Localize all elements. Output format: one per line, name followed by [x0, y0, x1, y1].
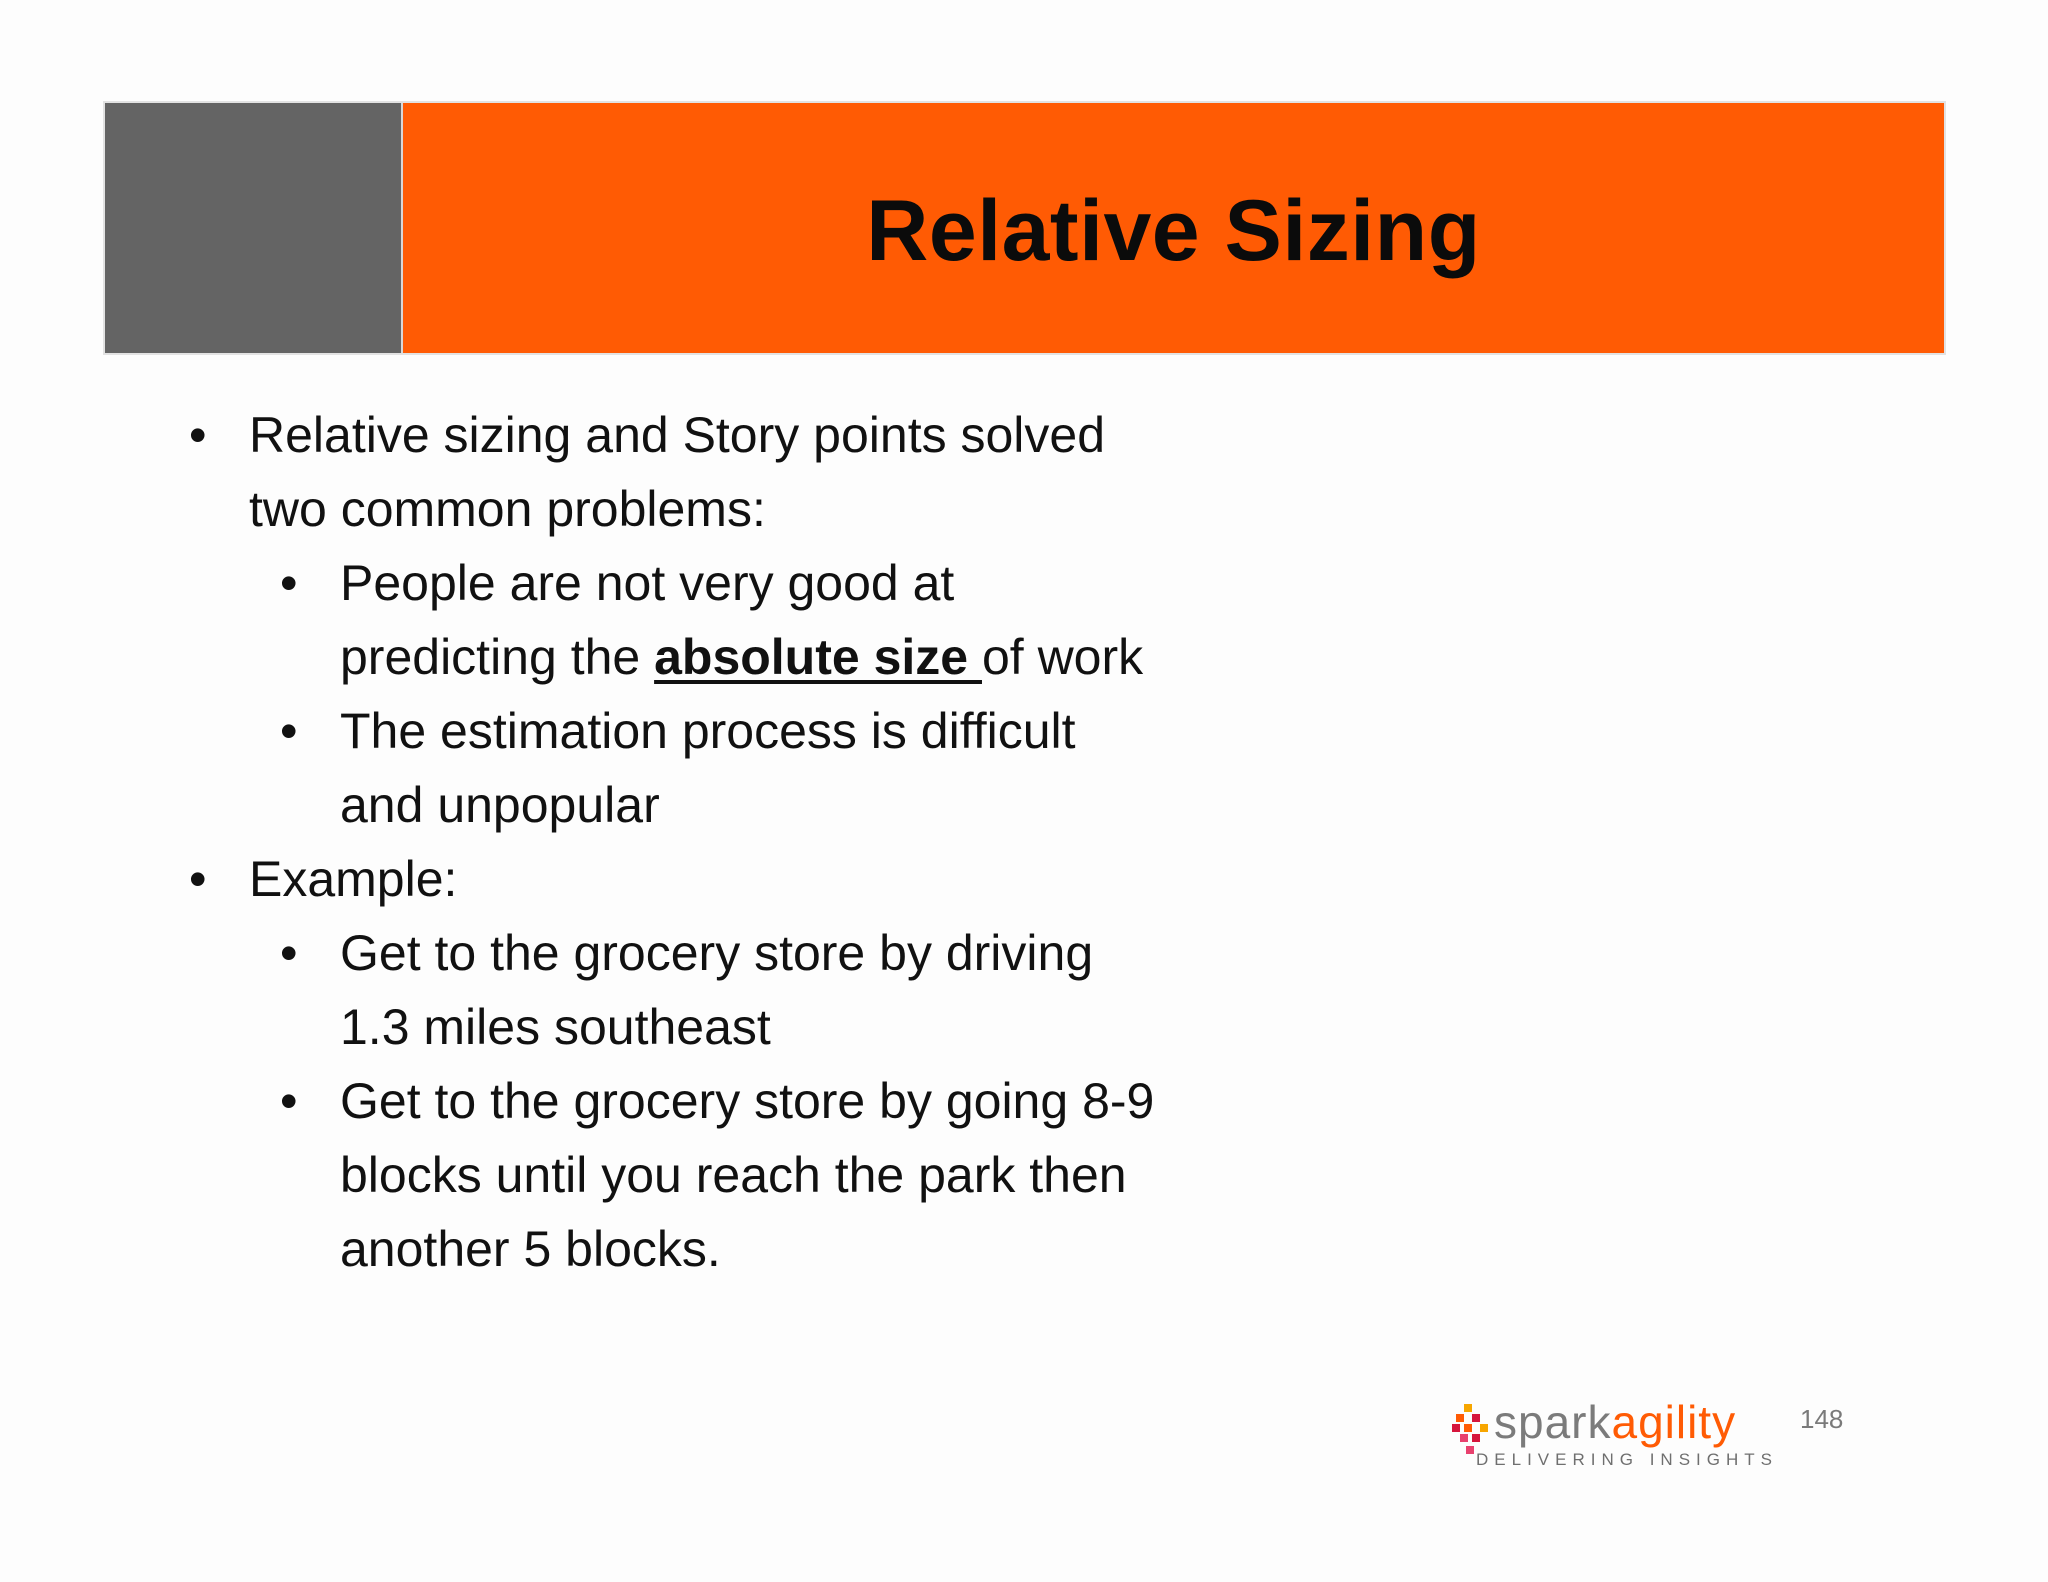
page-number: 148 — [1800, 1404, 1844, 1434]
bullet-line: two common problems: — [249, 481, 766, 537]
logo-spark-text: spark — [1494, 1396, 1612, 1448]
bullet-line: another 5 blocks. — [340, 1221, 721, 1277]
bullet-marker: • — [280, 1073, 298, 1129]
sub-bullet-item — [276, 916, 1325, 1064]
bullet-marker: • — [280, 555, 298, 611]
bullet-marker: • — [189, 851, 207, 907]
title-accent-block — [105, 103, 403, 353]
bullet-text: predicting the — [340, 629, 655, 685]
title-banner — [103, 101, 1946, 355]
sub-bullet-item — [276, 546, 1325, 694]
bullet-line: blocks until you reach the park then — [340, 1147, 1127, 1203]
logo-tagline: DELIVERING INSIGHTS — [1476, 1450, 1778, 1469]
bullet-line-rich — [340, 620, 1325, 694]
logo-agility-text: agility — [1611, 1396, 1737, 1448]
sparkagility-logo — [1452, 1398, 1782, 1470]
bullet-line: Relative sizing and Story points solved — [249, 407, 1106, 463]
bullet-line: Example: — [249, 851, 458, 907]
bullet-marker: • — [189, 407, 207, 463]
bullet-line: Get to the grocery store by driving — [340, 925, 1094, 981]
sub-bullet-item — [276, 1064, 1325, 1286]
sub-bullet-item — [276, 694, 1325, 842]
bullet-line: Get to the grocery store by going 8-9 — [340, 1073, 1155, 1129]
bullet-line: and unpopular — [340, 777, 660, 833]
bullet-line: People are not very good at — [340, 555, 955, 611]
bullet-line: The estimation process is difficult — [340, 703, 1076, 759]
bullet-list — [185, 398, 1325, 1286]
bullet-item — [185, 398, 1325, 546]
title-band — [403, 103, 1944, 353]
logo-wordmark — [1494, 1396, 1736, 1448]
slide-title: Relative Sizing — [866, 183, 1481, 279]
bullet-marker: • — [280, 703, 298, 759]
emphasis-text: absolute size — [654, 629, 982, 685]
bullet-item — [185, 842, 1325, 916]
bullet-line: 1.3 miles southeast — [340, 999, 771, 1055]
bullet-marker: • — [280, 925, 298, 981]
bullet-text: of work — [981, 629, 1144, 685]
